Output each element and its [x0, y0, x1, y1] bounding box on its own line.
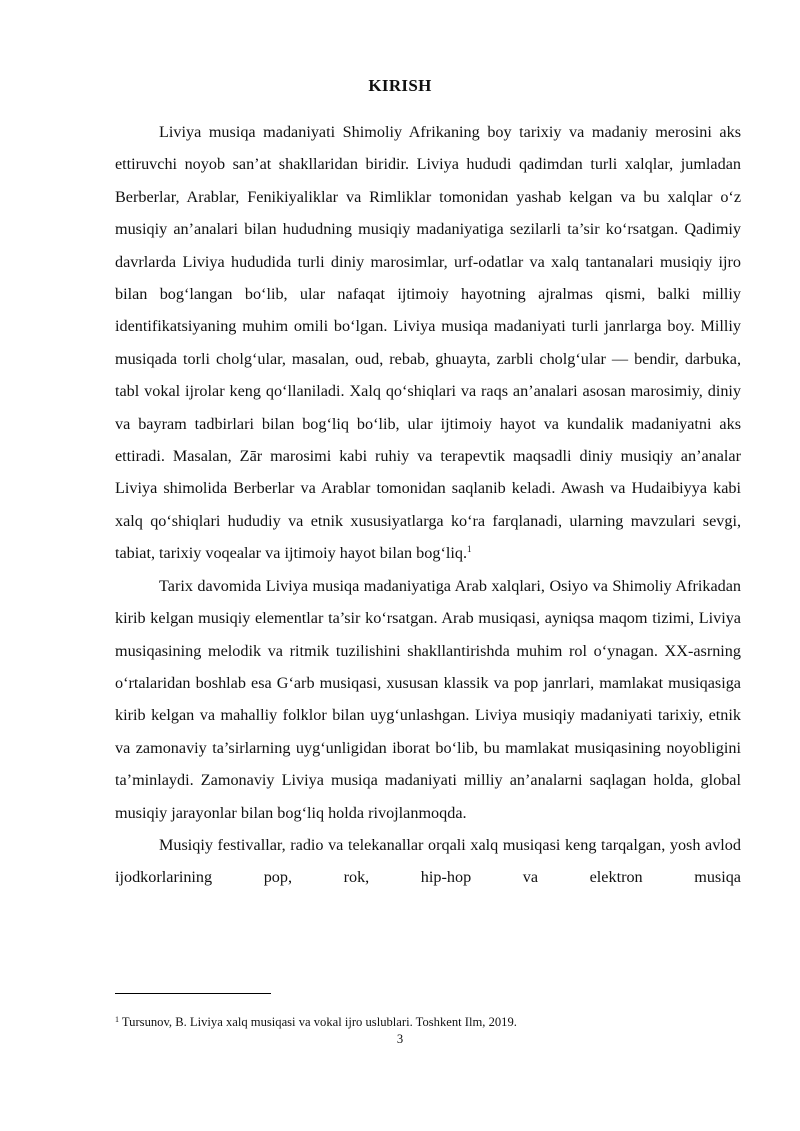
paragraph-1: [115, 116, 741, 570]
footnote-reference[interactable]: 1: [467, 544, 472, 555]
page-number: 3: [396, 1032, 404, 1046]
footnote-text: Tursunov, B. Liviya xalq musiqasi va vokal ijro uslublari. Toshkent Ilm, 2019.: [121, 1015, 517, 1029]
paragraph-3: Musiqiy festivallar, radio va telekanallar orqali xalq musiqasi keng tarqalgan, yosh avlod ijodkorlarining pop, rok, hip-hop va elektron musiqa: [115, 835, 741, 887]
footnote-number: 1: [115, 1015, 119, 1024]
footnote-separator: [115, 993, 271, 994]
section-heading: KIRISH: [368, 76, 432, 95]
body-text: [115, 116, 741, 894]
paragraph-1-text: Liviya musiqa madaniyati Shimoliy Afrikaning boy tarixiy va madaniy merosini aks ettiruvchi noyob san’at shakllaridan biridir. Liviya hududi qadimdan turli xalqlar, jumladan Berberlar, Arablar, Fenikiyaliklar va Rimliklar tomonidan yashab kelgan va bu xalqlar o‘z musiqiy an’analari bilan hududning musiqiy madaniyatiga sezilarli ta’sir ko‘rsatgan. Qadimiy davrlarda Liviya hududida turli diniy marosimlar, urf-odatlar va xalq tantanalari musiqiy ijro bilan bog‘langan bo‘lib, ular nafaqat ijtimoiy hayotning ajralmas qismi, balki milliy identifikatsiyaning muhim omili bo‘lgan. Liviya musiqa madaniyati turli janrlarga boy. Milliy musiqada torli cholg‘ular, masalan, oud, rebab, ghuayta, zarbli cholg‘ular — bendir, darbuka, tabl vokal ijrolar keng qo‘llaniladi. Xalq qo‘shiqlari va raqs an’analari asosan marosimiy, diniy va bayram tadbirlari bilan bog‘liq bo‘lib, ular ijtimoiy hayot va kundalik madaniyatni aks ettiradi. Masalan, Zār marosimi kabi ruhiy va terapevtik maqsadli diniy musiqiy an’analar Liviya shimolida Berberlar va Arablar tomonidan saqlanib keladi. Awash va Hudaibiyya kabi xalq qo‘shiqlari hududiy va etnik xususiyatlarga ko‘ra farqlanadi, ularning mavzulari sevgi, tabiat, tarixiy voqealar va ijtimoiy hayot bilan bog‘liq.: [115, 123, 741, 563]
paragraph-2: Tarix davomida Liviya musiqa madaniyatiga Arab xalqlari, Osiyo va Shimoliy Afrikadan kirib kelgan musiqiy elementlar ta’sir ko‘rsatgan. Arab musiqasi, ayniqsa maqom tizimi, Liviya musiqasining melodik va ritmik tuzilishini shakllantirishda muhim rol o‘ynagan. XX-asrning o‘rtalaridan boshlab esa G‘arb musiqasi, xususan klassik va pop janrlari, mamlakat musiqasiga kirib kelgan va mahalliy folklor bilan uyg‘unlashgan. Liviya musiqiy madaniyati tarixiy, etnik va zamonaviy ta’sirlarning uyg‘unligidan iborat bo‘lib, bu mamlakat musiqasining noyobligini ta’minlaydi. Zamonaviy Liviya musiqa madaniyati milliy an’analarni saqlagan holda, global musiqiy jarayonlar bilan bog‘liq holda rivojlanmoqda.: [115, 576, 741, 822]
footnote: [115, 1014, 741, 1030]
